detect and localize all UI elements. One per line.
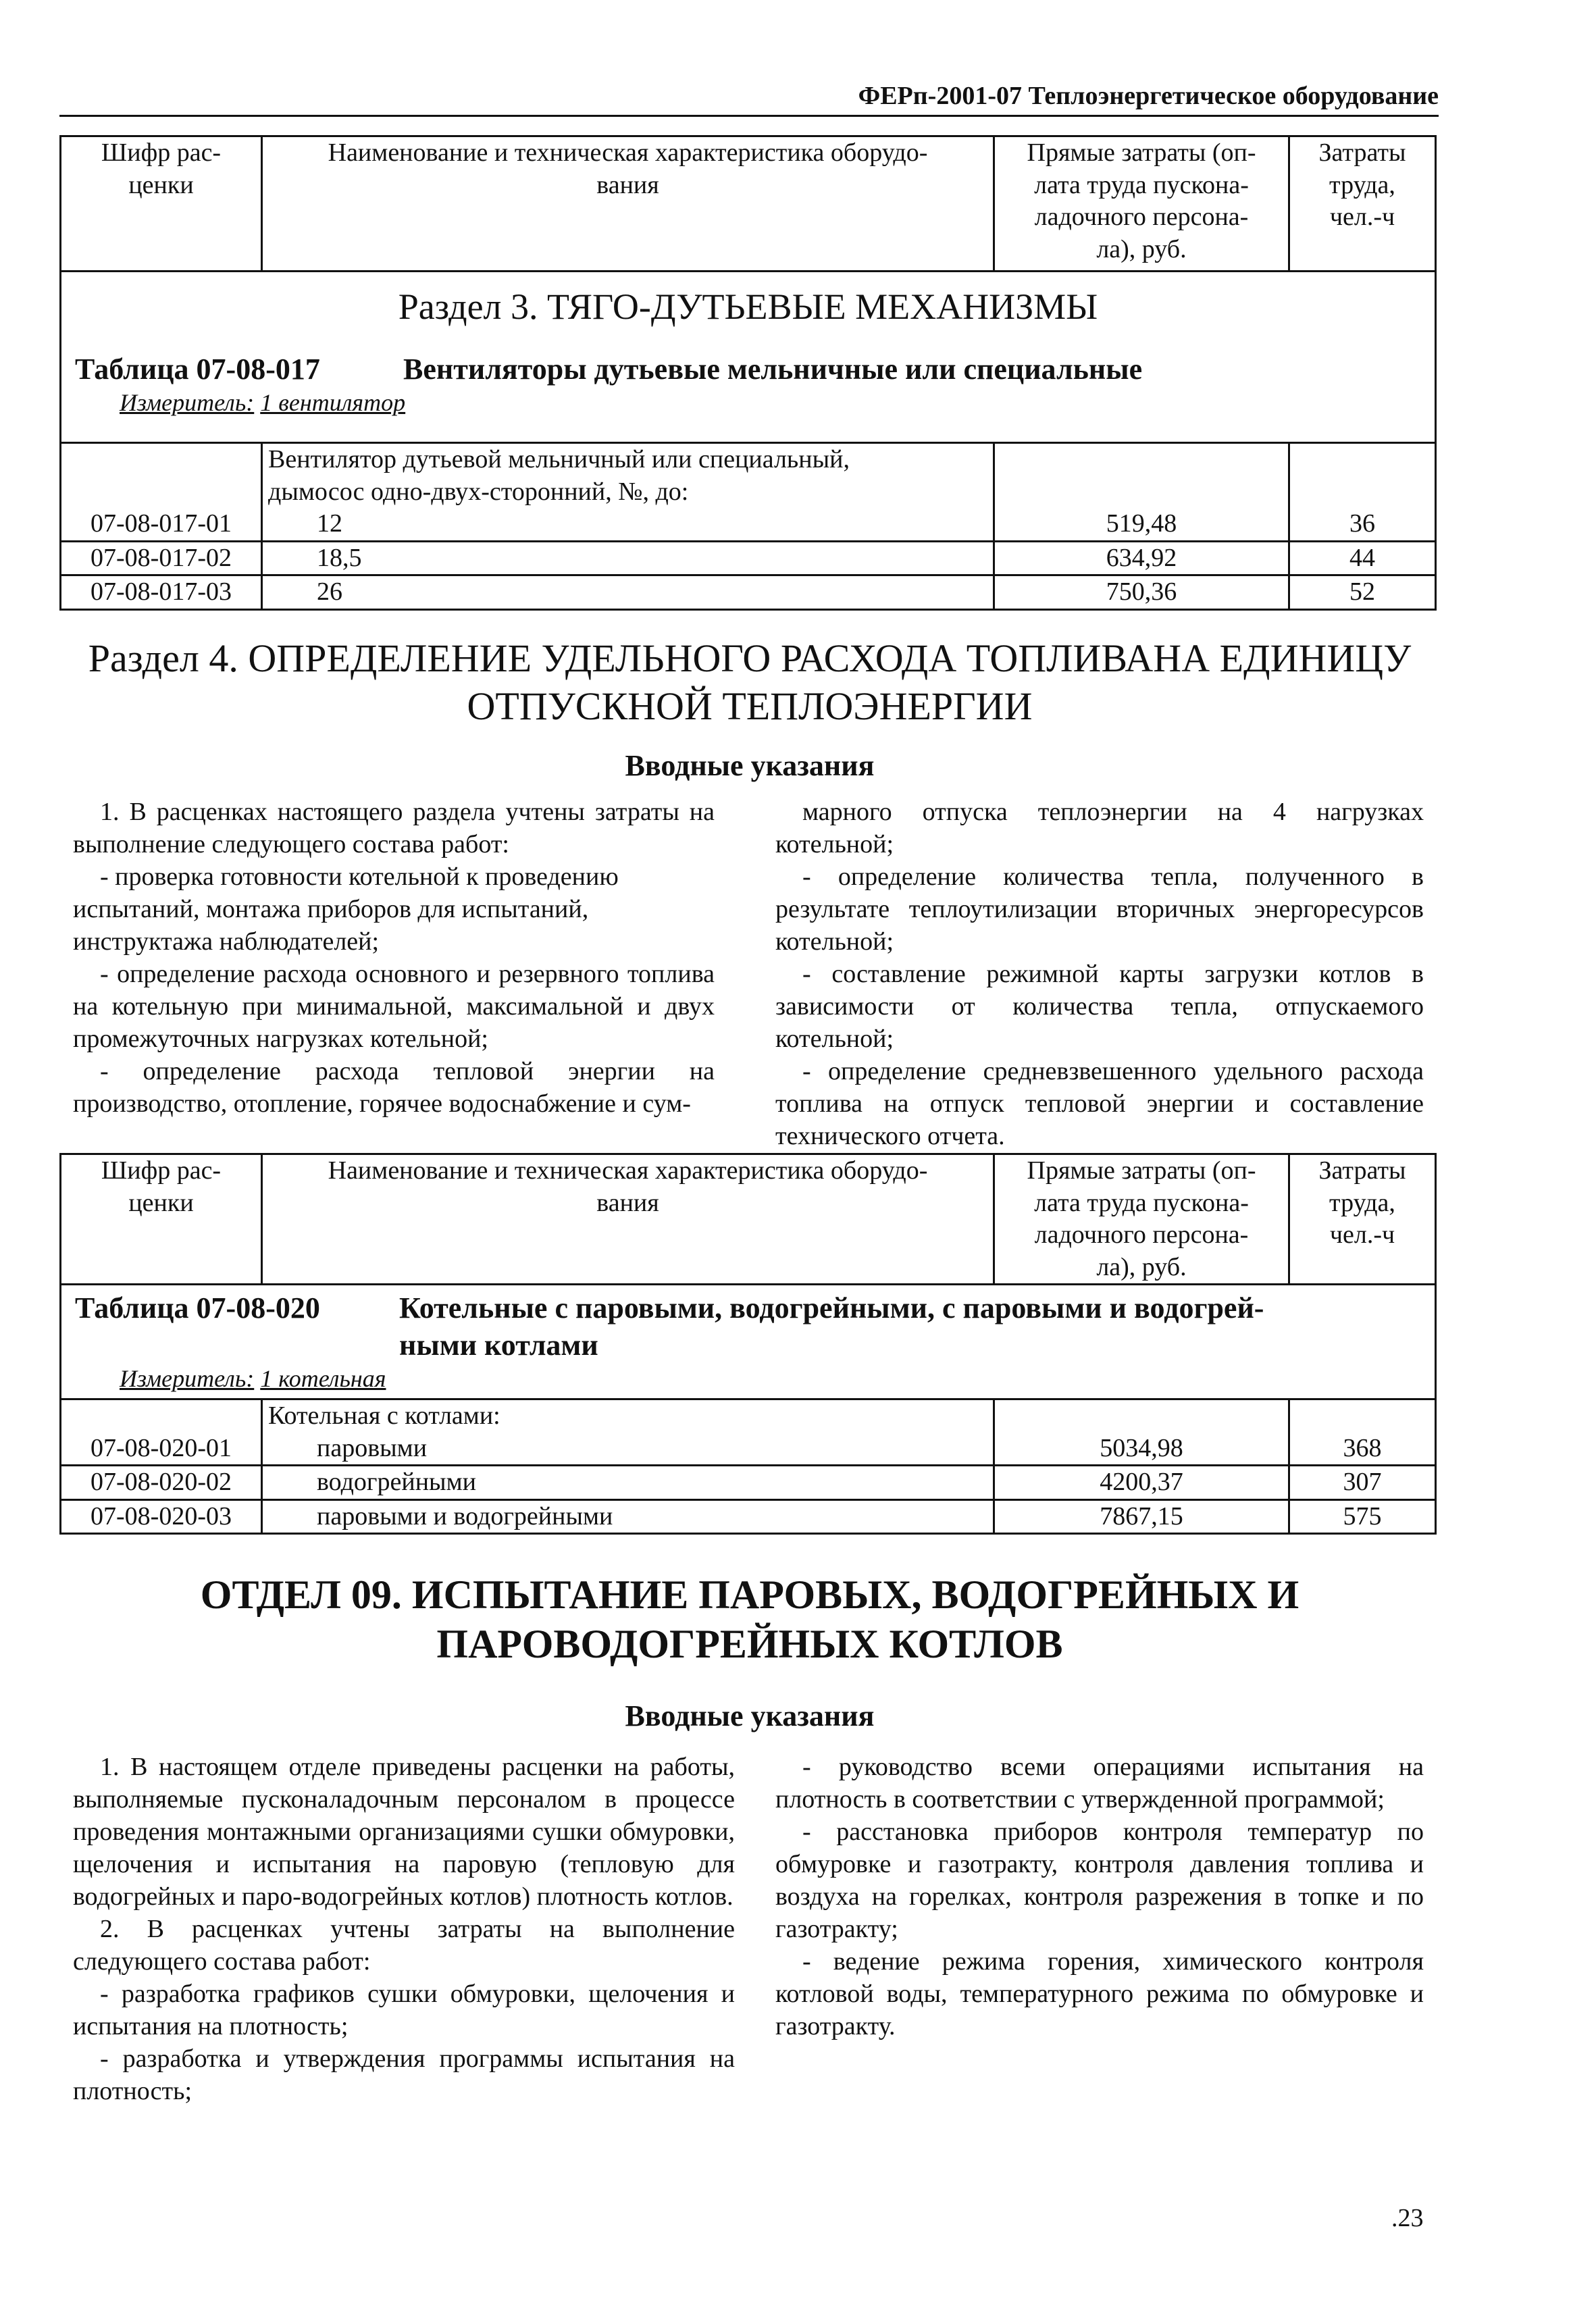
dept09-title: ОТДЕЛ 09. ИСПЫТАНИЕ ПАРОВЫХ, ВОДОГРЕЙНЫХ И ПАРОВОДОГРЕЙНЫХ КОТЛОВ bbox=[200, 1572, 1299, 1667]
table-row: 07-08-020-02 водогрейными 4200,37 307 bbox=[61, 1466, 1436, 1500]
intro-heading: Вводные указания bbox=[625, 749, 875, 782]
table-title: Таблица 07-08-017 Вентиляторы дутьевые мельничные или специальные bbox=[75, 352, 1143, 386]
page-number: .23 bbox=[1391, 2204, 1424, 2232]
table-07-08-020 bbox=[59, 1153, 1437, 1535]
section3-band bbox=[61, 272, 1436, 443]
group-row bbox=[61, 1399, 1436, 1433]
col-header-code: Шифр рас- ценки bbox=[61, 1154, 262, 1285]
section4-right-column: марного отпуска теплоэнергии на 4 нагрузках котельной; - определение количества тепла, полученного в результате теплоутилизации вторичных энергоресурсов котельной; - составление режимной карты загрузки котлов в зависимости от количества тепла, отпускаемого котельной; - определение средневзвешенного удельного расхода топлива на отпуск тепловой энергии и составление технического отчета. bbox=[775, 798, 1424, 1150]
section4-left-column: 1. В расценках настоящего раздела учтены затраты на выполнение следующего состава работ: - проверка готовности котельной к проведению испытаний, монтажа приборов для испытаний, инструктажа наблюдателей; - определение расхода основного и резервного топлива на котельную при минимальной, максимальной и двух промежуточных нагрузках котельной; - определение расхода тепловой энергии на производство, отопление, горячее водоснабжение и сум- bbox=[73, 798, 715, 1118]
column-header-row bbox=[61, 136, 1436, 272]
section3-title: Раздел 3. ТЯГО-ДУТЬЕВЫЕ МЕХАНИЗМЫ bbox=[398, 286, 1098, 327]
running-header: ФЕРп-2001-07 Теплоэнергетическое оборудование bbox=[858, 82, 1439, 110]
measure-unit: Измеритель: 1 вентилятор bbox=[120, 388, 406, 416]
col-header-name: Наименование и техническая характеристика оборудо- вания bbox=[262, 1154, 994, 1285]
group-row bbox=[61, 443, 1436, 509]
header-rule bbox=[59, 115, 1439, 117]
table-title: Таблица 07-08-020 Котельные с паровыми, водогрейными, с паровыми и водогрей- ными котлами bbox=[75, 1291, 1264, 1362]
col-header-name: Наименование и техническая характеристика оборудо- вания bbox=[262, 136, 994, 272]
table-07-08-017 bbox=[59, 135, 1437, 611]
col-header-labor: Затраты труда, чел.-ч bbox=[1289, 136, 1436, 272]
group-label: Вентилятор дутьевой мельничный или специальный, дымосос одно-двух-сторонний, №, до: bbox=[262, 443, 994, 509]
col-header-labor: Затраты труда, чел.-ч bbox=[1289, 1154, 1436, 1285]
section4-title: Раздел 4. ОПРЕДЕЛЕНИЕ УДЕЛЬНОГО РАСХОДА ТОПЛИВАНА ЕДИНИЦУ ОТПУСКНОЙ ТЕПЛОЭНЕРГИИ bbox=[88, 636, 1412, 728]
dept09-right-column: - руководство всеми операциями испытания на плотность в соответствии с утвержденной программой; - расстановка приборов контроля температур по обмуровке и газотракту, контроля давления топлива и воздуха на горелках, контроля разрежения в топке и по газотракту; - ведение режима горения, химического контроля котловой воды, температурного режима по обмуровке и газотракту. bbox=[775, 1753, 1424, 2040]
column-header-row bbox=[61, 1154, 1436, 1285]
col-header-cost: Прямые затраты (оп- лата труда пускона- ладочного персона- ла), руб. bbox=[994, 136, 1289, 272]
intro-heading: Вводные указания bbox=[625, 1699, 875, 1732]
group-label: Котельная с котлами: bbox=[262, 1399, 994, 1433]
col-header-code: Шифр рас- ценки bbox=[61, 136, 262, 272]
col-header-cost: Прямые затраты (оп- лата труда пускона- ладочного персона- ла), руб. bbox=[994, 1154, 1289, 1285]
table-row: 07-08-020-01 паровыми 5034,98 368 bbox=[61, 1433, 1436, 1466]
table-row: 07-08-017-02 18,5 634,92 44 bbox=[61, 541, 1436, 575]
table-row: 07-08-017-01 12 519,48 36 bbox=[61, 508, 1436, 541]
table-row: 07-08-020-03 паровыми и водогрейными 7867,15 575 bbox=[61, 1499, 1436, 1534]
measure-unit: Измеритель: 1 котельная bbox=[120, 1365, 386, 1392]
dept09-left-column: 1. В настоящем отделе приведены расценки на работы, выполняемые пусконаладочным персоналом в процессе проведения монтажными организациями сушки обмуровки, щелочения и испытания на паровую (тепловую для водогрейных и паро-водогрейных котлов) плотность котлов. 2. В расценках учтены затраты на выполнение следующего состава работ: - разработка графиков сушки обмуровки, щелочения и испытания на плотность; - разработка и утверждения программы испытания на плотность; bbox=[73, 1753, 735, 2105]
table-title-band bbox=[61, 1285, 1436, 1399]
table-row: 07-08-017-03 26 750,36 52 bbox=[61, 575, 1436, 610]
